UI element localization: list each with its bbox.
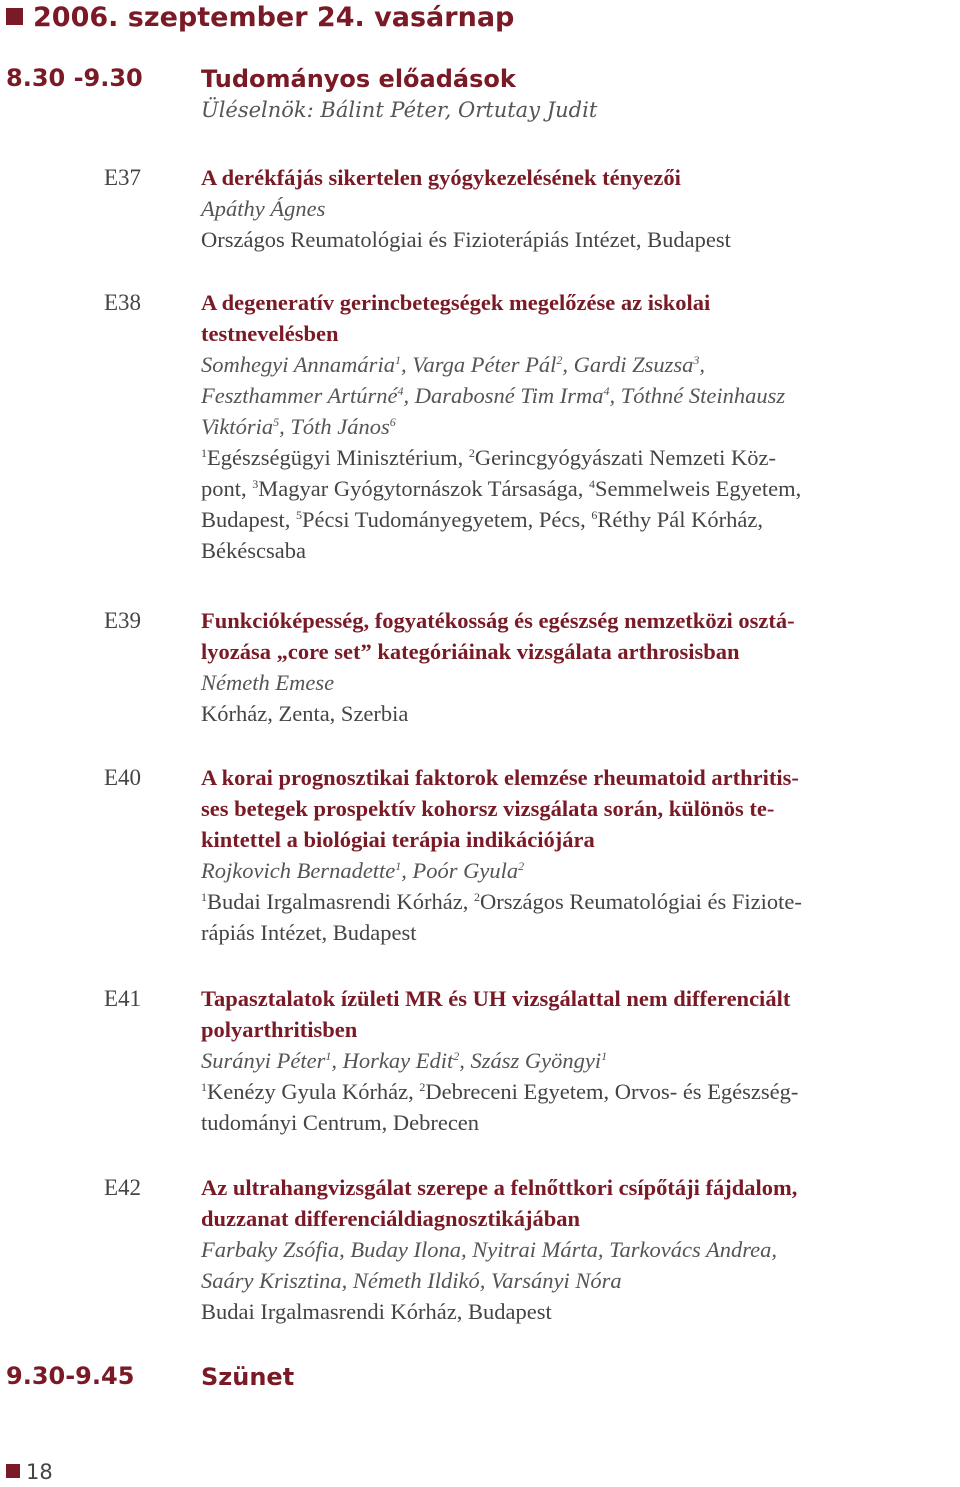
talk-title-line: Funkcióképesség, fogyatékosság és egészség nemzetközi osztá- (201, 608, 795, 633)
talk-institution-line (201, 886, 946, 917)
affiliation-superscript: 1 (394, 353, 401, 367)
break-label: Szünet (201, 1363, 295, 1391)
text-segment: , Poór Gyula (401, 858, 519, 883)
talk-code: E39 (104, 608, 142, 633)
talk-institution-line (201, 1076, 946, 1107)
talk-title-line: A korai prognosztikai faktorok elemzése rheumatoid arthritis- (201, 765, 799, 790)
text-segment: Rojkovich Bernadette (201, 858, 396, 883)
affiliation-superscript: 2 (556, 353, 563, 367)
talk-authors-line (201, 855, 946, 886)
talk-authors-line (201, 349, 946, 380)
text-segment: Réthy Pál Kórház, (597, 507, 763, 532)
talk-authors-line (201, 193, 946, 224)
talk-institution-line (201, 1296, 946, 1327)
talk-body (201, 762, 946, 948)
affiliation-superscript: 2 (518, 859, 525, 873)
square-bullet-icon (6, 1464, 20, 1478)
affiliation-superscript: 2 (419, 1080, 426, 1094)
page-footer (6, 1460, 53, 1484)
session-heading (201, 64, 946, 126)
affiliation-superscript: 1 (201, 446, 207, 460)
text-segment: , Szász Gyöngyi (459, 1048, 602, 1073)
affiliation-superscript: 1 (395, 859, 402, 873)
affiliation-superscript: 2 (474, 890, 481, 904)
text-segment: Apáthy Ágnes (201, 196, 326, 221)
affiliation-superscript: 5 (296, 508, 302, 522)
text-segment: , (699, 352, 706, 377)
text-segment: Budai Irgalmasrendi Kórház, (207, 889, 475, 914)
affiliation-superscript: 2 (468, 446, 475, 460)
page-number: 18 (26, 1460, 53, 1484)
talk-body (201, 983, 946, 1138)
text-segment: , Horkay Edit (331, 1048, 454, 1073)
talk-authors-line (201, 1265, 946, 1296)
talk-institution-line (201, 535, 946, 566)
text-segment: Debreceni Egyetem, Orvos- és Egészség- (425, 1079, 799, 1104)
talk-authors-line (201, 667, 946, 698)
talk-authors-line (201, 1045, 946, 1076)
text-segment: Magyar Gyógytornászok Társasága, (258, 476, 589, 501)
text-segment: Viktória (201, 414, 274, 439)
talk-title-line: ses betegek prospektív kohorsz vizsgálata során, különös te- (201, 796, 775, 821)
talk-authors-line (201, 380, 946, 411)
text-segment: Németh Emese (201, 670, 335, 695)
square-bullet-icon (6, 8, 23, 25)
affiliation-superscript: 1 (201, 890, 207, 904)
talk-code: E37 (104, 165, 142, 190)
talk-title-line: kintettel a biológiai terápia indikációjára (201, 827, 595, 852)
text-segment: Egészségügyi Minisztérium, (207, 445, 469, 470)
session-title: Tudományos előadások (201, 65, 516, 93)
text-segment: rápiás Intézet, Budapest (201, 920, 417, 945)
affiliation-superscript: 3 (693, 353, 700, 367)
text-segment: Somhegyi Annamária (201, 352, 395, 377)
text-segment: Feszthammer Artúrné (201, 383, 398, 408)
affiliation-superscript: 4 (589, 477, 595, 491)
session-chairs: Üléselnök: Bálint Péter, Ortutay Judit (201, 98, 598, 122)
talk-body (201, 162, 946, 255)
talk-institution-line (201, 504, 946, 535)
text-segment: Surányi Péter (201, 1048, 326, 1073)
text-segment: Budapest, (201, 507, 296, 532)
affiliation-superscript: 4 (603, 384, 610, 398)
talk-institution-line (201, 224, 946, 255)
talk-body (201, 605, 946, 729)
talk-institution-line (201, 442, 946, 473)
text-segment: Budai Irgalmasrendi Kórház, Budapest (201, 1299, 552, 1324)
talk-institution-line (201, 698, 946, 729)
text-segment: pont, (201, 476, 253, 501)
text-segment: , Darabosné Tim Irma (403, 383, 604, 408)
text-segment: , Varga Péter Pál (400, 352, 557, 377)
talk-code: E40 (104, 765, 142, 790)
talk-title-line: duzzanat differenciáldiagnosztikájában (201, 1206, 580, 1231)
text-segment: Kenézy Gyula Kórház, (207, 1079, 420, 1104)
affiliation-superscript: 2 (453, 1049, 460, 1063)
talk-institution-line (201, 473, 946, 504)
talk-institution-line (201, 917, 946, 948)
talk-title-line: Az ultrahangvizsgálat szerepe a felnőttkori csípőtáji fájdalom, (201, 1175, 798, 1200)
affiliation-superscript: 1 (325, 1049, 332, 1063)
talk-code: E38 (104, 290, 142, 315)
talk-title-line: A degeneratív gerincbetegségek megelőzése az iskolai (201, 290, 711, 315)
text-segment: , Gardi Zsuzsa (562, 352, 694, 377)
talk-institution-line (201, 1107, 946, 1138)
affiliation-superscript: 6 (389, 415, 396, 429)
break-time: 9.30-9.45 (6, 1362, 135, 1390)
text-segment: Farbaky Zsófia, Buday Ilona, Nyitrai Márta, Tarkovács Andrea, (201, 1237, 778, 1262)
affiliation-superscript: 6 (591, 508, 598, 522)
day-date: 2006. szeptember 24. vasárnap (33, 2, 515, 33)
talk-title-line: testnevelésben (201, 321, 339, 346)
text-segment: Gerincgyógyászati Nemzeti Köz- (474, 445, 776, 470)
talk-code: E41 (104, 986, 142, 1011)
talk-code: E42 (104, 1175, 142, 1200)
text-segment: tudományi Centrum, Debrecen (201, 1110, 480, 1135)
affiliation-superscript: 1 (601, 1049, 608, 1063)
talk-title-line: A derékfájás sikertelen gyógykezelésének tényezői (201, 165, 681, 190)
talk-body (201, 287, 946, 566)
text-segment: Békéscsaba (201, 538, 306, 563)
talk-authors-line (201, 411, 946, 442)
text-segment: Pécsi Tudományegyetem, Pécs, (302, 507, 592, 532)
day-header (6, 2, 514, 33)
text-segment: Országos Reumatológiai és Fizioterápiás Intézet, Budapest (201, 227, 731, 252)
talk-title-line: lyozása „core set” kategóriáinak vizsgálata arthrosisban (201, 639, 740, 664)
text-segment: Semmelweis Egyetem, (595, 476, 802, 501)
affiliation-superscript: 1 (201, 1080, 207, 1094)
affiliation-superscript: 3 (252, 477, 259, 491)
text-segment: Országos Reumatológiai és Fiziote- (480, 889, 802, 914)
text-segment: Kórház, Zenta, Szerbia (201, 701, 409, 726)
talk-body (201, 1172, 946, 1327)
text-segment: , Tóth János (279, 414, 390, 439)
text-segment: , Tóthné Steinhausz (609, 383, 786, 408)
text-segment: Saáry Krisztina, Németh Ildikó, Varsányi Nóra (201, 1268, 622, 1293)
talk-authors-line (201, 1234, 946, 1265)
talk-title-line: Tapasztalatok ízületi MR és UH vizsgálattal nem differenciált (201, 986, 791, 1011)
affiliation-superscript: 4 (397, 384, 404, 398)
affiliation-superscript: 5 (273, 415, 280, 429)
talk-title-line: polyarthritisben (201, 1017, 358, 1042)
session-time: 8.30 -9.30 (6, 64, 143, 92)
